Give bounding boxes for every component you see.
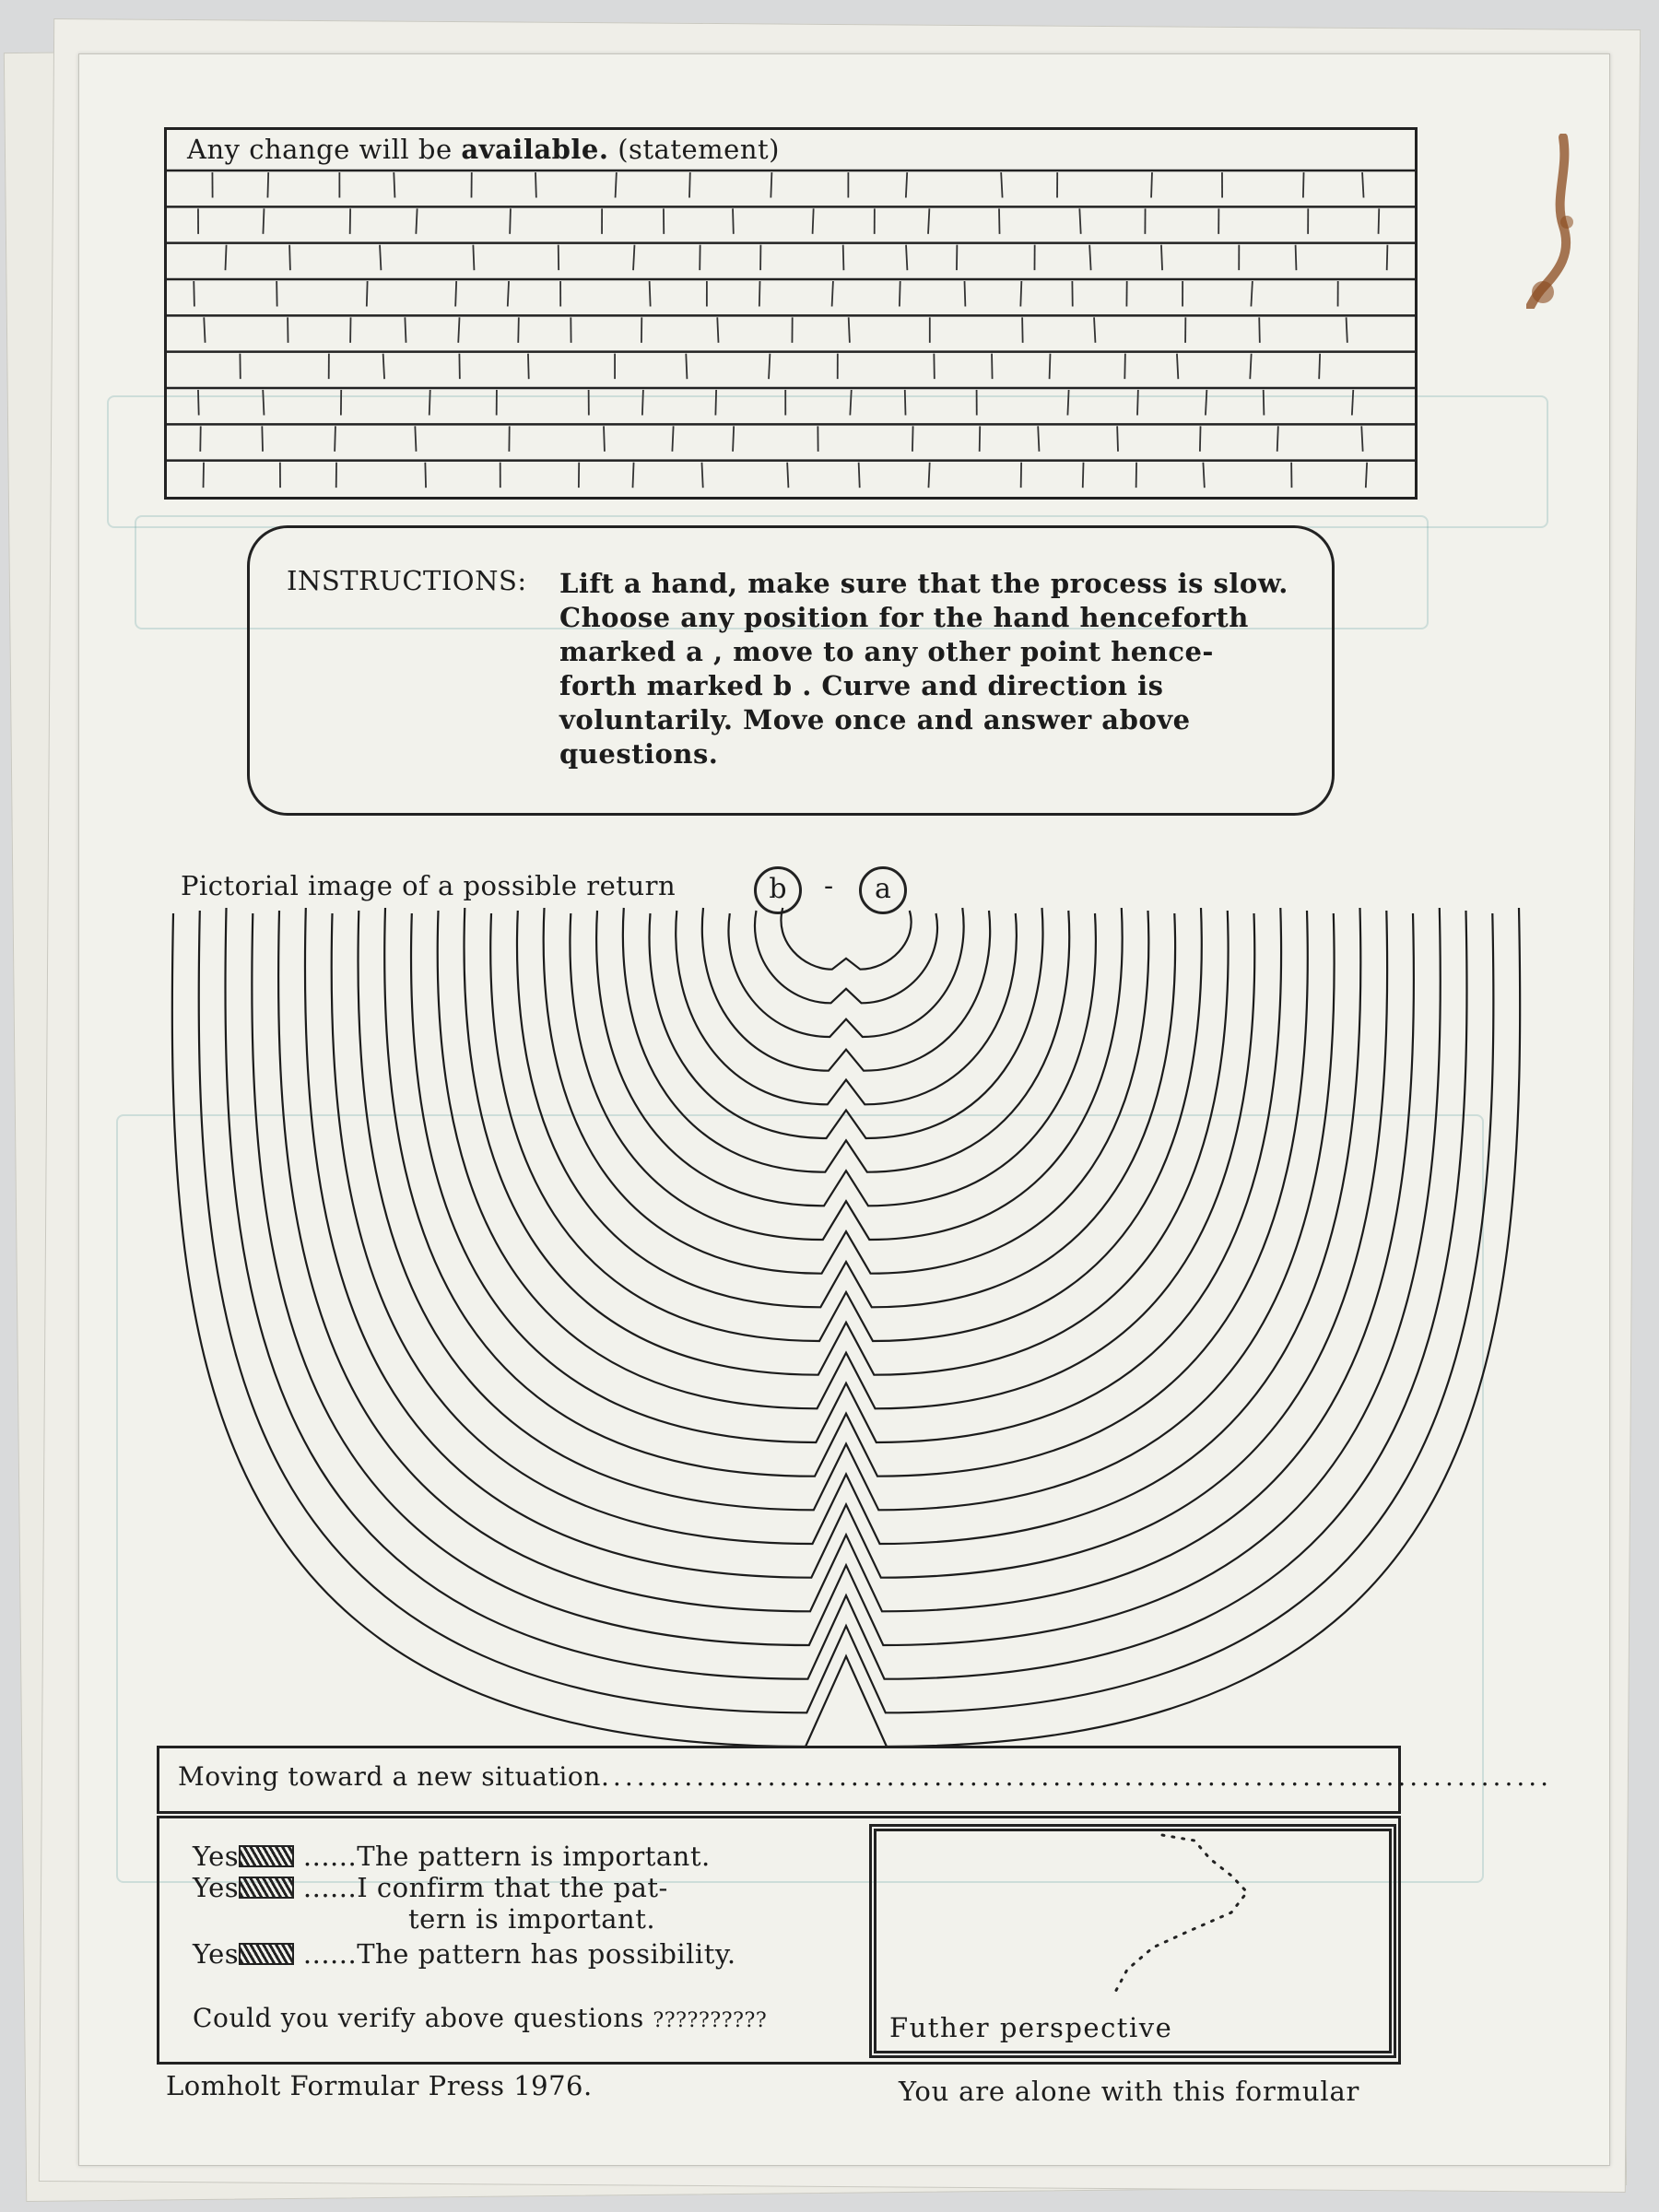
- answer-continuation: tern is important.: [408, 1903, 656, 1935]
- closing-footer: You are alone with this formular: [899, 2076, 1360, 2107]
- instructions-line: Lift a hand, make sure that the process is slow.: [559, 568, 1288, 599]
- contour-line: [384, 908, 1308, 1477]
- verify-text: Could you verify above questions: [193, 2003, 644, 2033]
- perspective-label: Futher perspective: [889, 2012, 1173, 2043]
- scribbled-out-mark: [239, 1845, 294, 1867]
- contour-line: [596, 911, 1096, 1206]
- instructions-label: INSTRUCTIONS:: [287, 565, 527, 596]
- perspective-box: [869, 1824, 1396, 2058]
- answers-box: [157, 1816, 1401, 2065]
- contour-line: [172, 908, 1520, 1747]
- answer-row: [193, 1872, 668, 1903]
- statement-heading-suffix: (statement): [608, 134, 780, 165]
- yes-label: Yes: [193, 1938, 240, 1970]
- contour-line: [358, 911, 1334, 1510]
- mark-a-circle: a: [859, 866, 907, 914]
- instructions-line: forth marked b . Curve and direction is: [559, 670, 1164, 701]
- statement-heading-bold: available.: [461, 134, 609, 165]
- answer-dots: ......: [302, 1872, 358, 1903]
- instructions-line: voluntarily. Move once and answer above: [559, 704, 1191, 735]
- mark-separator: -: [824, 870, 834, 902]
- contour-line: [199, 911, 1494, 1712]
- instructions-line: questions.: [559, 738, 719, 770]
- instructions-line: marked a , move to any other point hence-: [559, 636, 1214, 667]
- contour-line: [332, 908, 1361, 1544]
- answer-dots: ......: [302, 1938, 358, 1970]
- answer-dots: ......: [302, 1841, 358, 1872]
- verify-question: [193, 2003, 767, 2033]
- statement-heading-prefix: Any change will be: [187, 134, 462, 165]
- scribbled-out-mark: [239, 1877, 294, 1899]
- answer-text: The pattern has possibility.: [357, 1938, 736, 1970]
- verify-marks: ??????????: [653, 2009, 768, 2032]
- pictorial-label: Pictorial image of a possible return: [181, 870, 677, 901]
- scribbled-out-mark: [239, 1943, 294, 1965]
- contour-line: [650, 908, 1043, 1138]
- answer-text: I confirm that the pat-: [357, 1872, 668, 1903]
- moving-text-line: [178, 1761, 1552, 1792]
- moving-dots: ................................................................................: [601, 1761, 1553, 1792]
- contour-line: [544, 908, 1149, 1274]
- contour-line: [781, 908, 911, 970]
- answer-row: [193, 1841, 711, 1872]
- contour-line: [676, 911, 1017, 1104]
- moving-box: [157, 1746, 1553, 1814]
- moving-text: Moving toward a new situation: [178, 1761, 602, 1792]
- mark-b-circle: b: [754, 866, 802, 914]
- yes-label: Yes: [193, 1872, 240, 1903]
- yes-label: Yes: [193, 1841, 240, 1872]
- contour-line: [728, 908, 963, 1037]
- answer-row: [193, 1938, 736, 1970]
- contour-line: [623, 908, 1069, 1172]
- answer-text: The pattern is important.: [357, 1841, 711, 1872]
- contour-line: [305, 908, 1387, 1578]
- instructions-line: Choose any position for the hand henceforth: [559, 602, 1249, 633]
- publisher-footer: Lomholt Formular Press 1976.: [166, 2070, 593, 2101]
